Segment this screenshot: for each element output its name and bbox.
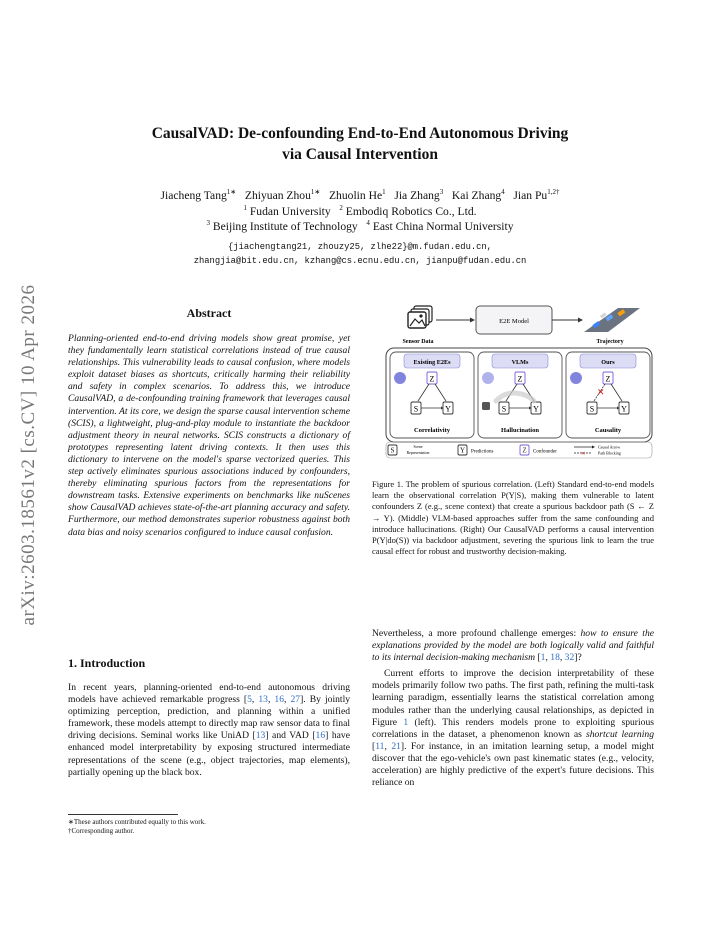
robot-icon <box>482 402 490 410</box>
author-affiliation-mark: 4 <box>501 188 505 197</box>
text-run: , <box>267 694 275 706</box>
email-line-2: zhangjia@bit.edu.cn, kzhang@cs.ecnu.edu.cn, jianpu@fudan.edu.cn <box>193 256 527 266</box>
author-name: Kai Zhang <box>451 189 502 202</box>
legend-y-node: Y <box>459 446 466 455</box>
author-name: Zhuolin He <box>328 189 383 202</box>
citation-link: 16 <box>315 730 326 742</box>
citation-link: 13 <box>258 694 268 706</box>
text-run: how to ensure the explanations provided by the model are both logically valid and faithful to its internal decision-making mechanism <box>372 628 654 664</box>
legend-confounder-label: Confounder <box>533 449 557 455</box>
intro-paragraph <box>68 682 350 779</box>
sensor-data-label: Sensor Data <box>402 339 434 345</box>
text-run: [ <box>372 740 376 752</box>
text-run: Current efforts to improve the decision interpretability of these models primarily follow two paths. The first path, refining the multi-task learning paradigm, essentially learns the statistical correlation among modules rather than the underlying causal relationships, as depicted in Figure <box>372 668 654 728</box>
text-run: , <box>251 694 259 706</box>
citation-link: 27 <box>290 694 301 706</box>
legend-predictions-label: Predictions <box>471 449 494 455</box>
citation-link: 32 <box>564 652 575 664</box>
author-affiliation-mark: 1∗ <box>226 188 237 197</box>
text-run: (left). This renders models prone to exploiting spurious correlations in the dataset, a phenomenon known as <box>372 716 654 740</box>
title-line-2: via Causal Intervention <box>282 146 438 163</box>
confounder-node-label: Z <box>429 374 435 384</box>
panel-caption: Correlativity <box>414 427 450 434</box>
figure-legend <box>388 445 621 457</box>
footnote-rule <box>68 814 178 815</box>
text-run: ]. For instance, in an imitation learning setup, a model might discover that the ego-vehicle's own past kinematic states (e.g., velocity, acceleration) are highly predictive of the expert's future decisions. This reliance on <box>372 740 655 789</box>
text-run: , <box>284 694 291 706</box>
citation-link: 11 <box>375 740 385 752</box>
right-paragraph-2 <box>372 668 654 789</box>
text-run: ]? <box>574 652 582 664</box>
author-affiliation-mark: 1 <box>382 188 386 197</box>
citation-link: 16 <box>274 694 284 706</box>
email-block <box>0 240 720 268</box>
panel-title: Ours <box>601 359 615 366</box>
legend-z-node: Z <box>522 446 527 455</box>
author-affiliation-mark: 1∗ <box>310 188 321 197</box>
abstract-heading: Abstract <box>186 306 232 320</box>
affiliation-number: 1 <box>243 203 247 212</box>
author-list <box>0 188 720 204</box>
citation-link: 18 <box>550 652 560 664</box>
legend-s-node: S <box>390 446 395 455</box>
panel-title: Existing E2Es <box>413 359 451 366</box>
text-run: ]. By jointly optimizing perception, prediction, and planning within a unified framework, these models attempt to directly map raw sensor data to final driving decisions. Seminal works like UniAD [ <box>68 694 351 742</box>
footnotes <box>68 818 350 836</box>
panel-title: VLMs <box>511 359 529 366</box>
author-affiliation-mark: 1,2† <box>547 188 560 197</box>
affiliation-number: 2 <box>339 203 343 212</box>
prediction-node-label: Y <box>533 404 539 414</box>
citation-link: 5 <box>247 694 252 706</box>
affiliation-line-1 <box>0 204 720 220</box>
prediction-node-label: Y <box>621 404 627 414</box>
panel-caption: Causality <box>594 427 622 434</box>
footnote-corresponding: †Corresponding author. <box>68 827 135 835</box>
trajectory-road-icon <box>584 308 640 332</box>
author-name: Jian Pu <box>513 189 548 202</box>
abstract-body: Planning-oriented end-to-end driving models show great promise, yet they fundamentally learn statistical correlations instead of true causal relationships. This vulnerability leads to causal confusion, where models exploit dataset biases as shortcuts, critically harming their reliability and safety in complex scenarios. To address this, we introduce CausalVAD, a de-confounding training framework that leverages causal intervention. At its core, we design the sparse causal intervention scheme (SCIS), a lightweight, plug-and-play module to instantiate the backdoor adjustment theory in neural networks. SCIS constructs a dictionary of prototypes representing latent driving contexts. It then uses this dictionary to intervene on the model's sparse vectorized queries. This step actively eliminates spurious associations induced by confounders, thereby eliminating spurious factors from the representations for downstream tasks. Extensive experiments on benchmarks like nuScenes show CausalVAD achieves state-of-the-art planning accuracy and safety. Furthermore, our method demonstrates superior robustness against both data bias and noisy scenarios configured to induce causal confusion. <box>68 333 350 538</box>
legend-representation-label: Representation <box>406 451 430 455</box>
text-run: ] have enhanced model interpretability by exposing structured intermediate representations of the scene (e.g., object trajectories, map elements), partially opening up the black box. <box>68 730 350 778</box>
text-run: , <box>559 652 565 664</box>
face-icon <box>482 372 494 384</box>
legend-causal-arrow-label: Causal Arrow <box>598 444 621 450</box>
figure-1-caption: Figure 1. The problem of spurious correlation. (Left) Standard end-to-end models learn the observational correlation P(Y|S), making them vulnerable to latent confounders Z (e.g., scene context) that create a spurious backdoor path (S ← Z → Y). (Middle) VLM-based approaches suffer from the same confounding and introduce hallucinations. (Right) Our CausalVAD performs a causal intervention P(Y|do(S)) via backdoor adjustment, severing the spurious link to learn the true causal effect for robust and trustworthy decision-making. <box>372 479 654 557</box>
email-line-1: {jiachengtang21, zhouzy25, zlhe22}@m.fudan.edu.cn, <box>228 242 492 252</box>
scene-node-label: S <box>413 404 419 414</box>
prediction-node-label: Y <box>445 404 451 414</box>
citation-link: 13 <box>255 730 266 742</box>
affiliation-name: Beijing Institute of Technology <box>209 220 358 233</box>
text-run: , <box>384 740 392 752</box>
confounder-node-label: Z <box>605 374 611 384</box>
e2e-model-label: E2E Model <box>499 318 529 325</box>
paper-title <box>0 123 720 165</box>
author-name: Jia Zhang <box>394 189 440 202</box>
author-name: Zhiyuan Zhou <box>244 189 311 202</box>
panel-caption: Hallucination <box>501 427 539 434</box>
text-run: In recent years, planning-oriented end-to-end autonomous driving models have achieved remarkable progress [ <box>68 682 350 706</box>
trajectory-label: Trajectory <box>596 339 624 345</box>
figure-1 <box>378 298 658 468</box>
author-name: Jiacheng Tang <box>160 189 227 202</box>
arxiv-sidebar <box>14 260 44 650</box>
footnote-equal-contribution: ∗These authors contributed equally to this work. <box>68 818 206 826</box>
intro-heading: 1. Introduction <box>68 656 146 670</box>
right-column-text <box>372 628 654 789</box>
scene-node-label: S <box>589 404 595 414</box>
citation-link: 21 <box>391 740 401 752</box>
affiliation-number: 3 <box>206 219 210 228</box>
legend-path-blocking-label: Path Blocking <box>598 450 621 456</box>
text-run: shortcut learning <box>585 728 654 740</box>
affiliation-number: 4 <box>366 219 370 228</box>
arxiv-identifier: arXiv:2603.18561v2 [cs.CV] 10 Apr 2026 <box>18 284 39 626</box>
author-block <box>0 188 720 235</box>
legend-scene-label: Scene <box>413 445 423 449</box>
text-run: [ <box>535 652 541 664</box>
affiliation-name: Fudan University <box>246 204 331 218</box>
scene-node-label: S <box>501 404 507 414</box>
text-run: ] and VAD [ <box>265 730 316 742</box>
legend-block-mark: ✕ <box>581 450 586 457</box>
face-icon <box>570 372 582 384</box>
figure-panels <box>390 352 650 438</box>
text-run: Nevertheless, a more profound challenge emerges: <box>372 628 581 639</box>
author-affiliation-mark: 3 <box>439 188 444 197</box>
right-paragraph-1 <box>372 628 654 664</box>
citation-link: 1 <box>540 652 546 664</box>
confounder-node-label: Z <box>517 374 523 384</box>
affiliation-name: Embodiq Robotics Co., Ltd. <box>342 204 477 218</box>
citation-link: 1 <box>403 716 409 728</box>
path-blocking-mark: ✕ <box>597 387 605 397</box>
text-run: , <box>545 652 551 664</box>
title-line-1: CausalVAD: De-confounding End-to-End Autonomous Driving <box>151 125 569 142</box>
face-icon <box>394 372 406 384</box>
affiliation-name: East China Normal University <box>369 220 514 233</box>
affiliation-line-2 <box>0 219 720 235</box>
sensor-data-icon <box>408 306 432 328</box>
